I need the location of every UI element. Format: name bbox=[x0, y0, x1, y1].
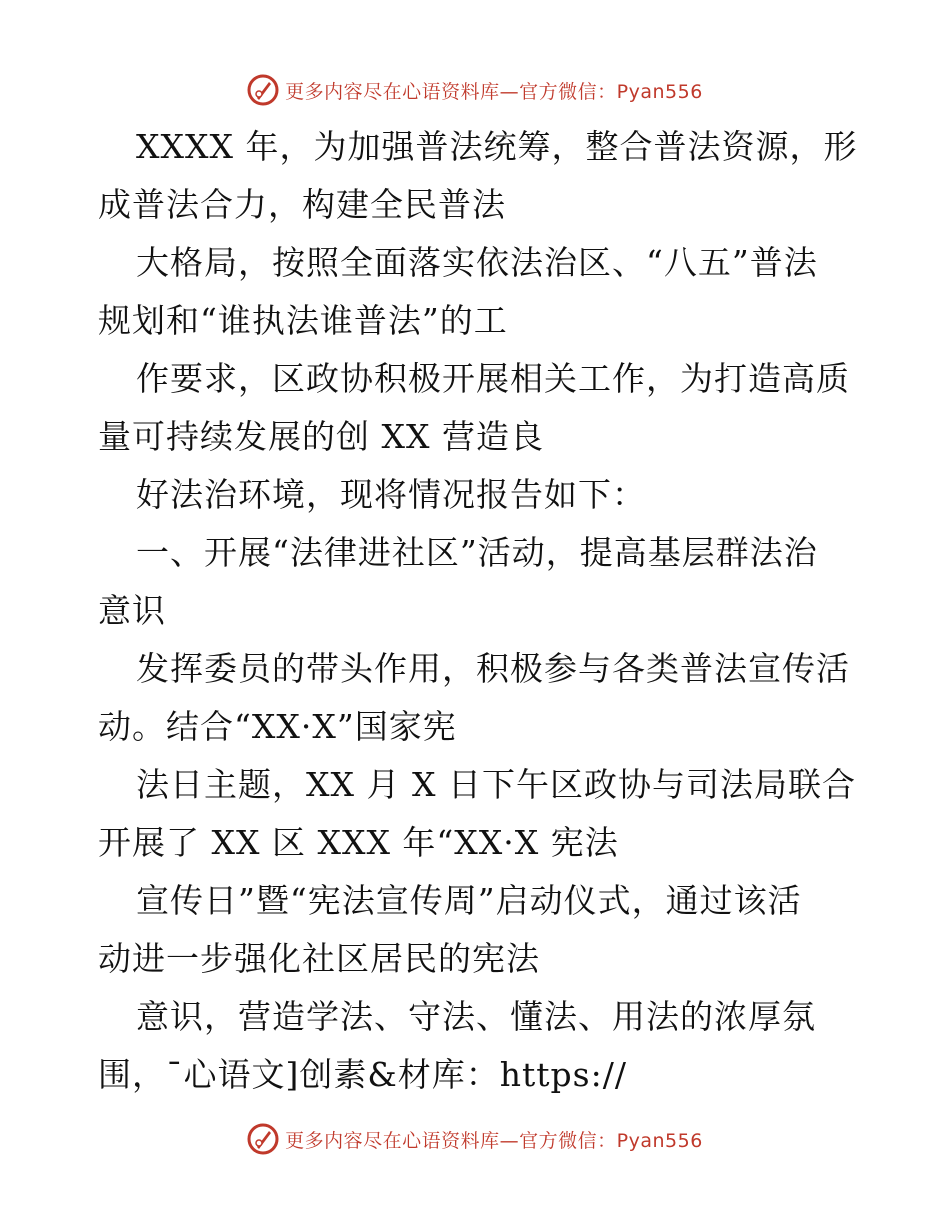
paragraph: XXXX 年，为加强普法统筹，整合普法资源，形 成普法合力，构建全民普法 bbox=[98, 127, 858, 224]
paragraph: 大格局，按照全面落实依法治区、“八五”普法 规划和“谁执法谁普法”的工 bbox=[98, 243, 818, 340]
paragraph: 宣传日”暨“宪法宣传周”启动仪式，通过该活 动进一步强化社区居民的宪法 bbox=[98, 881, 802, 978]
document-body bbox=[98, 118, 858, 1104]
footer-watermark bbox=[0, 1119, 950, 1159]
watermark-text: 更多内容尽在心语资料库—官方微信：Pyan556 bbox=[285, 1129, 703, 1152]
header-watermark bbox=[0, 70, 950, 110]
paragraph: 法日主题，XX 月 X 日下午区政协与司法局联合 开展了 XX 区 XXX 年“XX·X 宪法 bbox=[98, 765, 856, 862]
quill-logo-icon bbox=[247, 1123, 279, 1155]
paragraph: 好法治环境，现将情况报告如下： bbox=[136, 475, 646, 514]
quill-logo-icon bbox=[247, 74, 279, 106]
paragraph: 作要求，区政协积极开展相关工作，为打造高质 量可持续发展的创 XX 营造良 bbox=[98, 359, 850, 456]
watermark-text: 更多内容尽在心语资料库—官方微信：Pyan556 bbox=[285, 80, 703, 103]
section-heading: 一、开展“法律进社区”活动，提高基层群法治 意识 bbox=[98, 533, 818, 630]
paragraph: 发挥委员的带头作用，积极参与各类普法宣传活 动。结合“XX·X”国家宪 bbox=[98, 649, 850, 746]
paragraph: 意识，营造学法、守法、懂法、用法的浓厚氛 围，¯心语文]创素&材库：https:// bbox=[98, 997, 816, 1094]
